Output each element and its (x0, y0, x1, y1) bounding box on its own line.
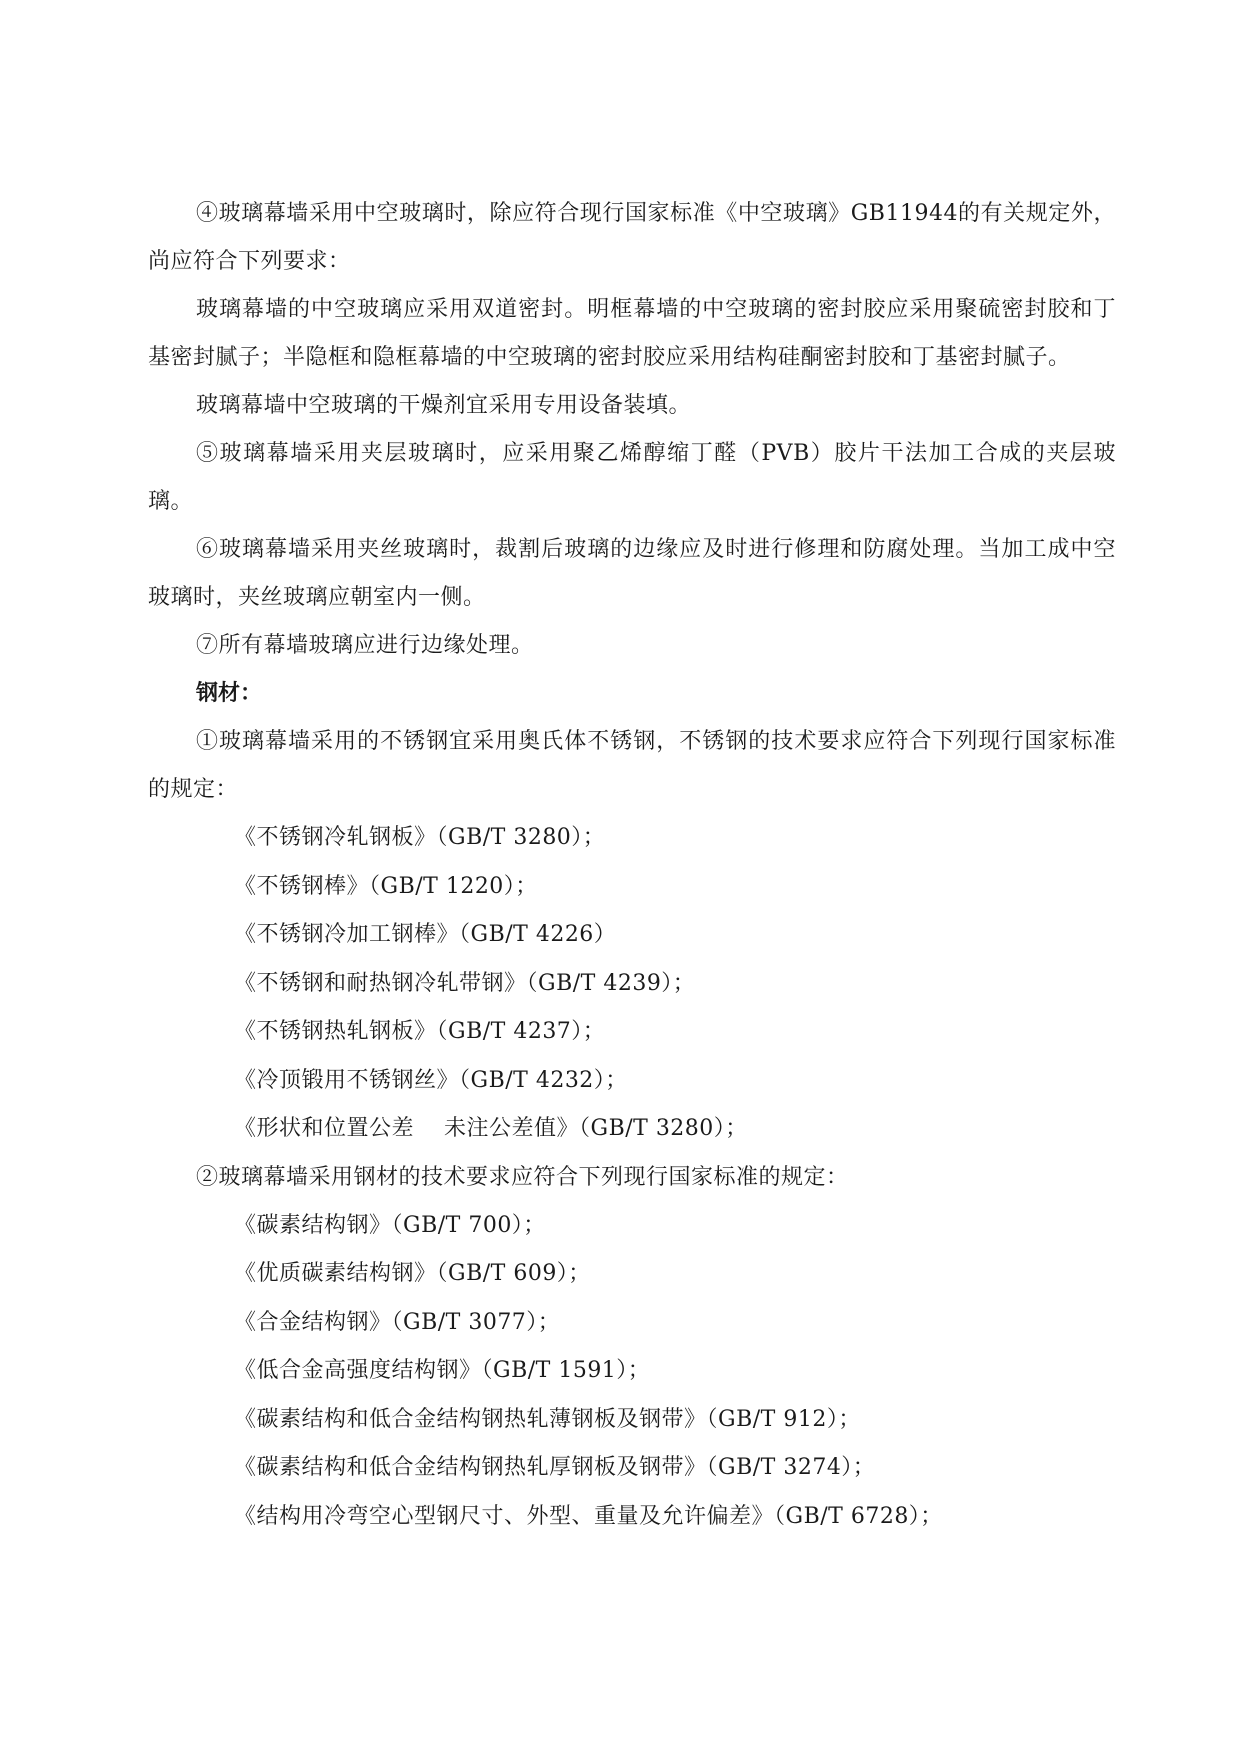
paragraph-edge-treatment: ⑦所有幕墙玻璃应进行边缘处理。 (196, 633, 534, 658)
standard-item: 《合金结构钢》（GB/T 3077）； (234, 1309, 561, 1335)
paragraph-steel-requirements: ②玻璃幕墙采用钢材的技术要求应符合下列现行国家标准的规定： (196, 1164, 849, 1190)
paragraph-stainless-steel: ①玻璃幕墙采用的不锈钢宜采用奥氏体不锈钢，不锈钢的技术要求应符合下列现行国家标准的规定： (148, 729, 1116, 802)
stainless-standards-list (148, 814, 1116, 1154)
paragraph-double-seal: 玻璃幕墙的中空玻璃应采用双道密封。明框幕墙的中空玻璃的密封胶应采用聚硫密封胶和丁基密封腻子；半隐框和隐框幕墙的中空玻璃的密封胶应采用结构硅酮密封胶和丁基密封腻子。 (148, 297, 1116, 370)
standard-item: 《碳素结构和低合金结构钢热轧厚钢板及钢带》（GB/T 3274）； (234, 1455, 876, 1480)
paragraph-wired-glass: ⑥玻璃幕墙采用夹丝玻璃时，裁割后玻璃的边缘应及时进行修理和防腐处理。当加工成中空玻璃时，夹丝玻璃应朝室内一侧。 (148, 537, 1116, 610)
standard-item: 《优质碳素结构钢》（GB/T 609）； (234, 1261, 591, 1286)
document-page (148, 190, 1116, 1541)
standard-item: 《不锈钢棒》（GB/T 1220）； (234, 873, 538, 899)
standard-item: 《低合金高强度结构钢》（GB/T 1591）； (234, 1358, 651, 1383)
paragraph-laminated-glass: ⑤玻璃幕墙采用夹层玻璃时，应采用聚乙烯醇缩丁醛（PVB）胶片干法加工合成的夹层玻璃。 (148, 441, 1116, 514)
standard-item: 《不锈钢热轧钢板》（GB/T 4237）； (234, 1019, 606, 1044)
standard-item: 《不锈钢和耐热钢冷轧带钢》（GB/T 4239）； (234, 970, 696, 996)
paragraph-insulating-glass: ④玻璃幕墙采用中空玻璃时，除应符合现行国家标准《中空玻璃》GB11944的有关规定外，尚应符合下列要求： (148, 201, 1116, 274)
standard-item: 《冷顶锻用不锈钢丝》（GB/T 4232）； (234, 1067, 628, 1093)
standard-item: 《碳素结构钢》（GB/T 700）； (234, 1212, 546, 1238)
paragraph-desiccant: 玻璃幕墙中空玻璃的干燥剂宜采用专用设备装填。 (196, 393, 692, 418)
standard-item: 《不锈钢冷加工钢棒》（GB/T 4226） (234, 922, 617, 947)
standard-item: 《碳素结构和低合金结构钢热轧薄钢板及钢带》（GB/T 912）； (234, 1406, 861, 1432)
steel-standards-list (148, 1202, 1116, 1542)
standard-item: 《不锈钢冷轧钢板》（GB/T 3280）； (234, 825, 606, 850)
standard-item: 《结构用冷弯空心型钢尺寸、外型、重量及允许偏差》（GB/T 6728）； (234, 1503, 943, 1529)
section-heading-steel: 钢材： (196, 681, 263, 706)
standard-item: 《形状和位置公差 未注公差值》（GB/T 3280）； (234, 1116, 748, 1141)
